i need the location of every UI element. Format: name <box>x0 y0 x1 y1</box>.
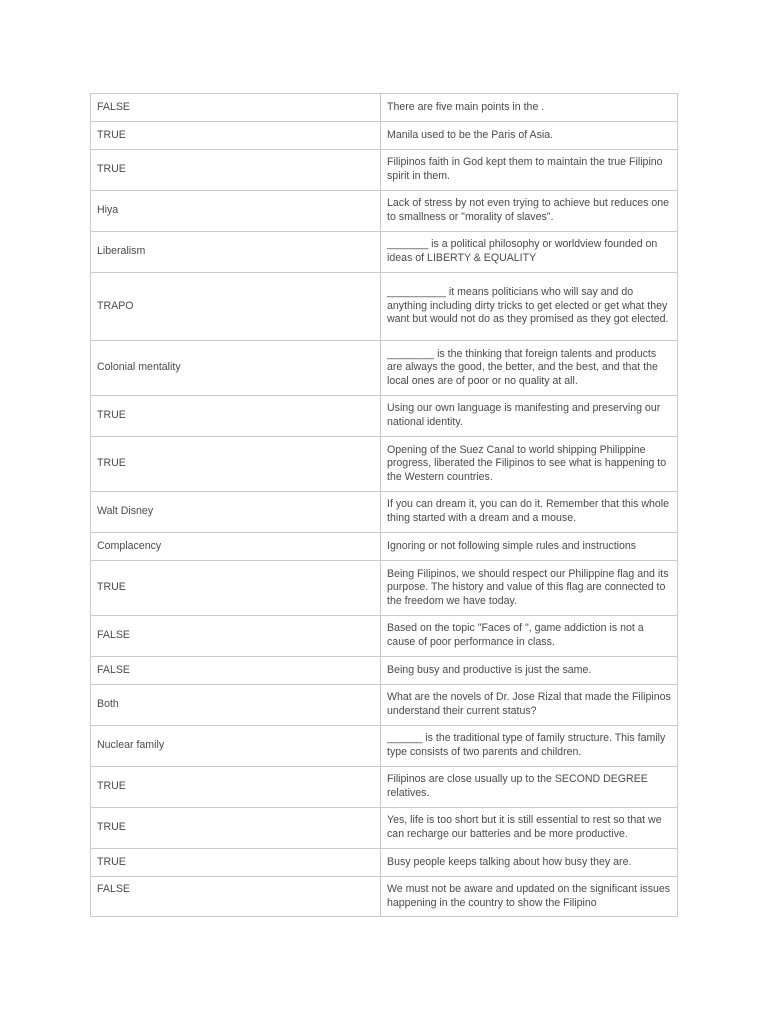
question-cell: We must not be aware and updated on the significant issues happening in the country to show the Filipino <box>381 877 678 917</box>
table-row <box>91 877 678 917</box>
table-row <box>91 122 678 150</box>
answer-cell: FALSE <box>91 94 381 122</box>
table-row <box>91 849 678 877</box>
table-body <box>91 94 678 917</box>
answer-cell: TRAPO <box>91 273 381 341</box>
answer-cell: TRUE <box>91 561 381 616</box>
answer-cell: Complacency <box>91 533 381 561</box>
table-row <box>91 492 678 533</box>
question-cell: Opening of the Suez Canal to world shipping Philippine progress, liberated the Filipinos to see what is happening to the Western countries. <box>381 437 678 492</box>
table-row <box>91 657 678 685</box>
answer-cell: TRUE <box>91 122 381 150</box>
answer-cell: FALSE <box>91 657 381 685</box>
question-cell: Being Filipinos, we should respect our Philippine flag and its purpose. The history and value of this flag are connected to the freedom we have today. <box>381 561 678 616</box>
question-cell: Manila used to be the Paris of Asia. <box>381 122 678 150</box>
question-cell: ______ is the traditional type of family structure. This family type consists of two parents and children. <box>381 726 678 767</box>
table-row <box>91 94 678 122</box>
answer-cell: TRUE <box>91 396 381 437</box>
question-cell: _______ is a political philosophy or worldview founded on ideas of LIBERTY & EQUALITY <box>381 232 678 273</box>
question-cell: Using our own language is manifesting and preserving our national identity. <box>381 396 678 437</box>
question-cell: Busy people keeps talking about how busy they are. <box>381 849 678 877</box>
table-row <box>91 232 678 273</box>
answer-cell: Colonial mentality <box>91 341 381 396</box>
table-row <box>91 767 678 808</box>
question-cell: What are the novels of Dr. Jose Rizal that made the Filipinos understand their current status? <box>381 685 678 726</box>
answer-question-table <box>90 93 678 917</box>
question-cell: Yes, life is too short but it is still essential to rest so that we can recharge our batteries and be more productive. <box>381 808 678 849</box>
question-cell: There are five main points in the . <box>381 94 678 122</box>
table-row <box>91 561 678 616</box>
answer-cell: Liberalism <box>91 232 381 273</box>
answer-cell: Both <box>91 685 381 726</box>
answer-cell: Hiya <box>91 191 381 232</box>
table-row <box>91 616 678 657</box>
answer-cell: TRUE <box>91 437 381 492</box>
question-cell: Lack of stress by not even trying to achieve but reduces one to smallness or "morality of slaves". <box>381 191 678 232</box>
table-row <box>91 191 678 232</box>
answer-cell: TRUE <box>91 808 381 849</box>
answer-cell: TRUE <box>91 150 381 191</box>
question-cell: Filipinos are close usually up to the SECOND DEGREE relatives. <box>381 767 678 808</box>
question-cell: Being busy and productive is just the same. <box>381 657 678 685</box>
answer-cell: TRUE <box>91 767 381 808</box>
answer-cell: Walt Disney <box>91 492 381 533</box>
table-row <box>91 808 678 849</box>
table-row <box>91 726 678 767</box>
question-cell: Ignoring or not following simple rules and instructions <box>381 533 678 561</box>
answer-cell: FALSE <box>91 877 381 917</box>
table-row <box>91 437 678 492</box>
table-row <box>91 685 678 726</box>
table-row <box>91 150 678 191</box>
table-row <box>91 273 678 341</box>
answer-cell: FALSE <box>91 616 381 657</box>
answer-cell: TRUE <box>91 849 381 877</box>
question-cell: ________ is the thinking that foreign talents and products are always the good, the better, and the best, and that the local ones are of poor or no quality at all. <box>381 341 678 396</box>
question-cell: Based on the topic "Faces of ", game addiction is not a cause of poor performance in class. <box>381 616 678 657</box>
question-cell: Filipinos faith in God kept them to maintain the true Filipino spirit in them. <box>381 150 678 191</box>
answer-cell: Nuclear family <box>91 726 381 767</box>
question-cell: If you can dream it, you can do it. Remember that this whole thing started with a dream and a mouse. <box>381 492 678 533</box>
table-row <box>91 396 678 437</box>
question-cell: __________ it means politicians who will say and do anything including dirty tricks to get elected or get what they want but would not do as they promised as they got elected. <box>381 273 678 341</box>
table-row <box>91 341 678 396</box>
table-row <box>91 533 678 561</box>
